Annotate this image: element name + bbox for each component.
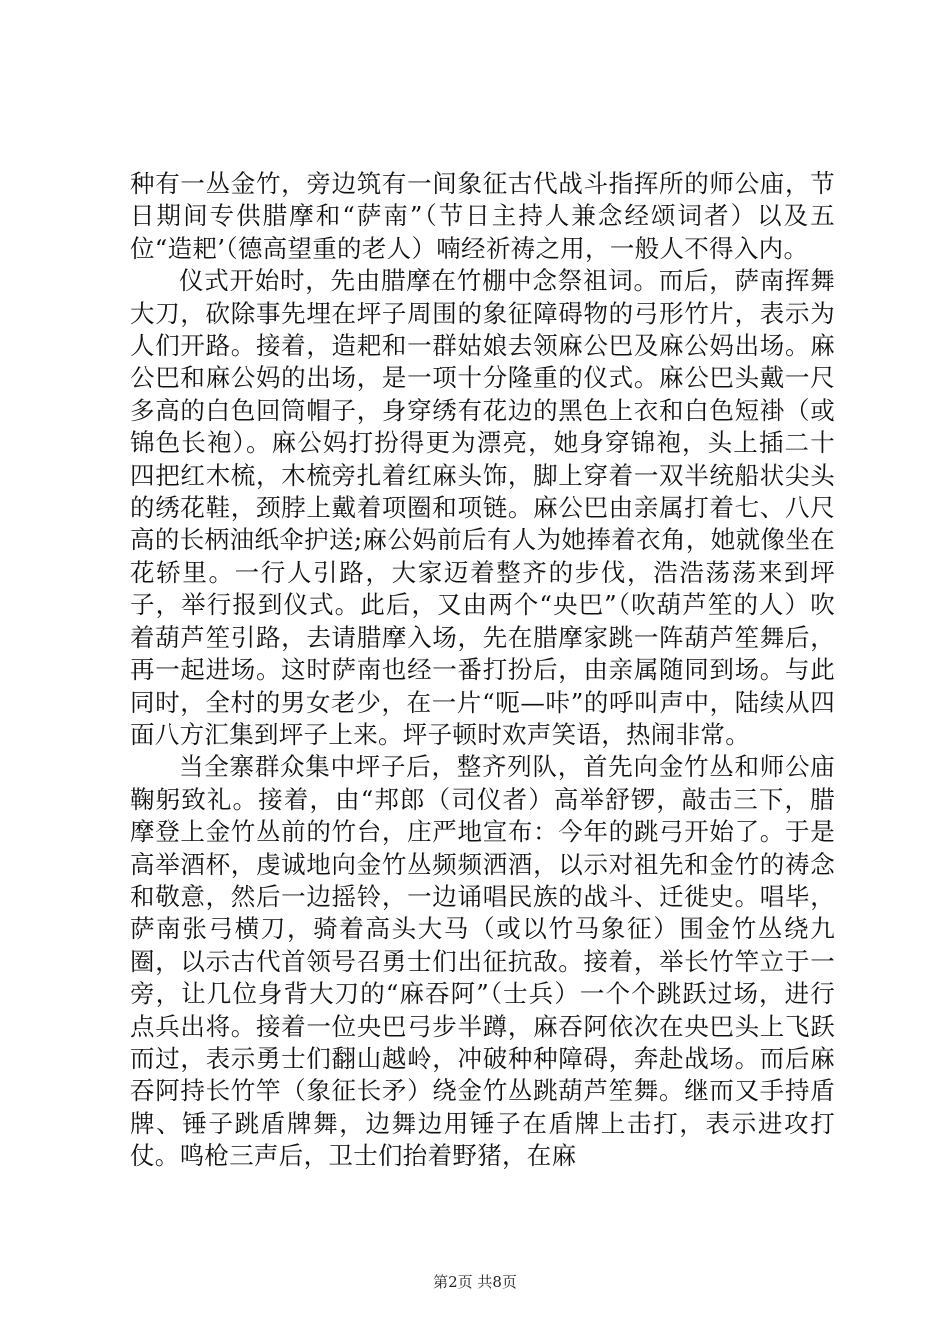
paragraph-1: 种有一丛金竹，旁边筑有一间象征古代战斗指挥所的师公庙，节日期间专供腊摩和“萨南”（节日主持人兼念经颂词者）以及五位“造耙’（德高望重的老人）喃经祈祷之用，一般人不得入内。 — [130, 169, 835, 263]
paragraph-2: 仪式开始时，先由腊摩在竹棚中念祭祖词。而后，萨南挥舞大刀，砍除事先埋在坪子周围的象征障碍物的弓形竹片，表示为人们开路。接着，造耙和一群姑娘去领麻公巴及麻公妈出场。麻公巴和麻公妈的出场，是一项十分隆重的仪式。麻公巴头戴一尺多高的白色回筒帽子，身穿绣有花边的黑色上衣和白色短褂（或锦色长袍）。麻公妈打扮得更为漂亮，她身穿锦袍，头上插二十四把红木梳，木梳旁扎着红麻头饰，脚上穿着一双半统船状尖头的绣花鞋，颈脖上戴着项圈和项链。麻公巴由亲属打着七、八尺高的长柄油纸伞护送;麻公妈前后有人为她捧着衣角，她就像坐在花轿里。一行人引路，大家迈着整齐的步伐，浩浩荡荡来到坪子，举行报到仪式。此后，又由两个“央巴”（吹葫芦笙的人）吹着葫芦笙引路，去请腊摩入场，先在腊摩家跳一阵葫芦笙舞后，再一起进场。这时萨南也经一番打扮后，由亲属随同到场。与此同时，全村的男女老少，在一片“呃—咔”的呼叫声中，陆续从四面八方汇集到坪子上来。坪子顿时欢声笑语，热闹非常。 — [130, 266, 835, 749]
document-body — [130, 168, 835, 1173]
page-number-footer: 第2页 共8页 — [433, 1273, 517, 1291]
paragraph-3: 当全寨群众集中坪子后，整齐列队，首先向金竹丛和师公庙鞠躬致礼。接着，由“邦郎（司仪者）高举舒锣，敲击三下，腊摩登上金竹丛前的竹台，庄严地宣布：今年的跳弓开始了。于是高举酒杯，虔诚地向金竹丛频频洒酒，以示对祖先和金竹的祷念和敬意，然后一边摇铃，一边诵唱民族的战斗、迁徙史。唱毕，萨南张弓横刀，骑着高头大马（或以竹马象征）围金竹丛绕九圈，以示古代首领号召勇士们出征抗敌。接着，举长竹竿立于一旁，让几位身背大刀的“麻吞阿”（士兵）一个个跳跃过场，进行点兵出将。接着一位央巴弓步半蹲，麻吞阿依次在央巴头上飞跃而过，表示勇士们翻山越岭，冲破种种障碍，奔赴战场。而后麻吞阿持长竹竿（象征长矛）绕金竹丛跳葫芦笙舞。继而又手持盾牌、锤子跳盾牌舞，边舞边用锤子在盾牌上击打，表示进攻打仗。鸣枪三声后，卫士们抬着野猪，在麻 — [130, 752, 835, 1171]
